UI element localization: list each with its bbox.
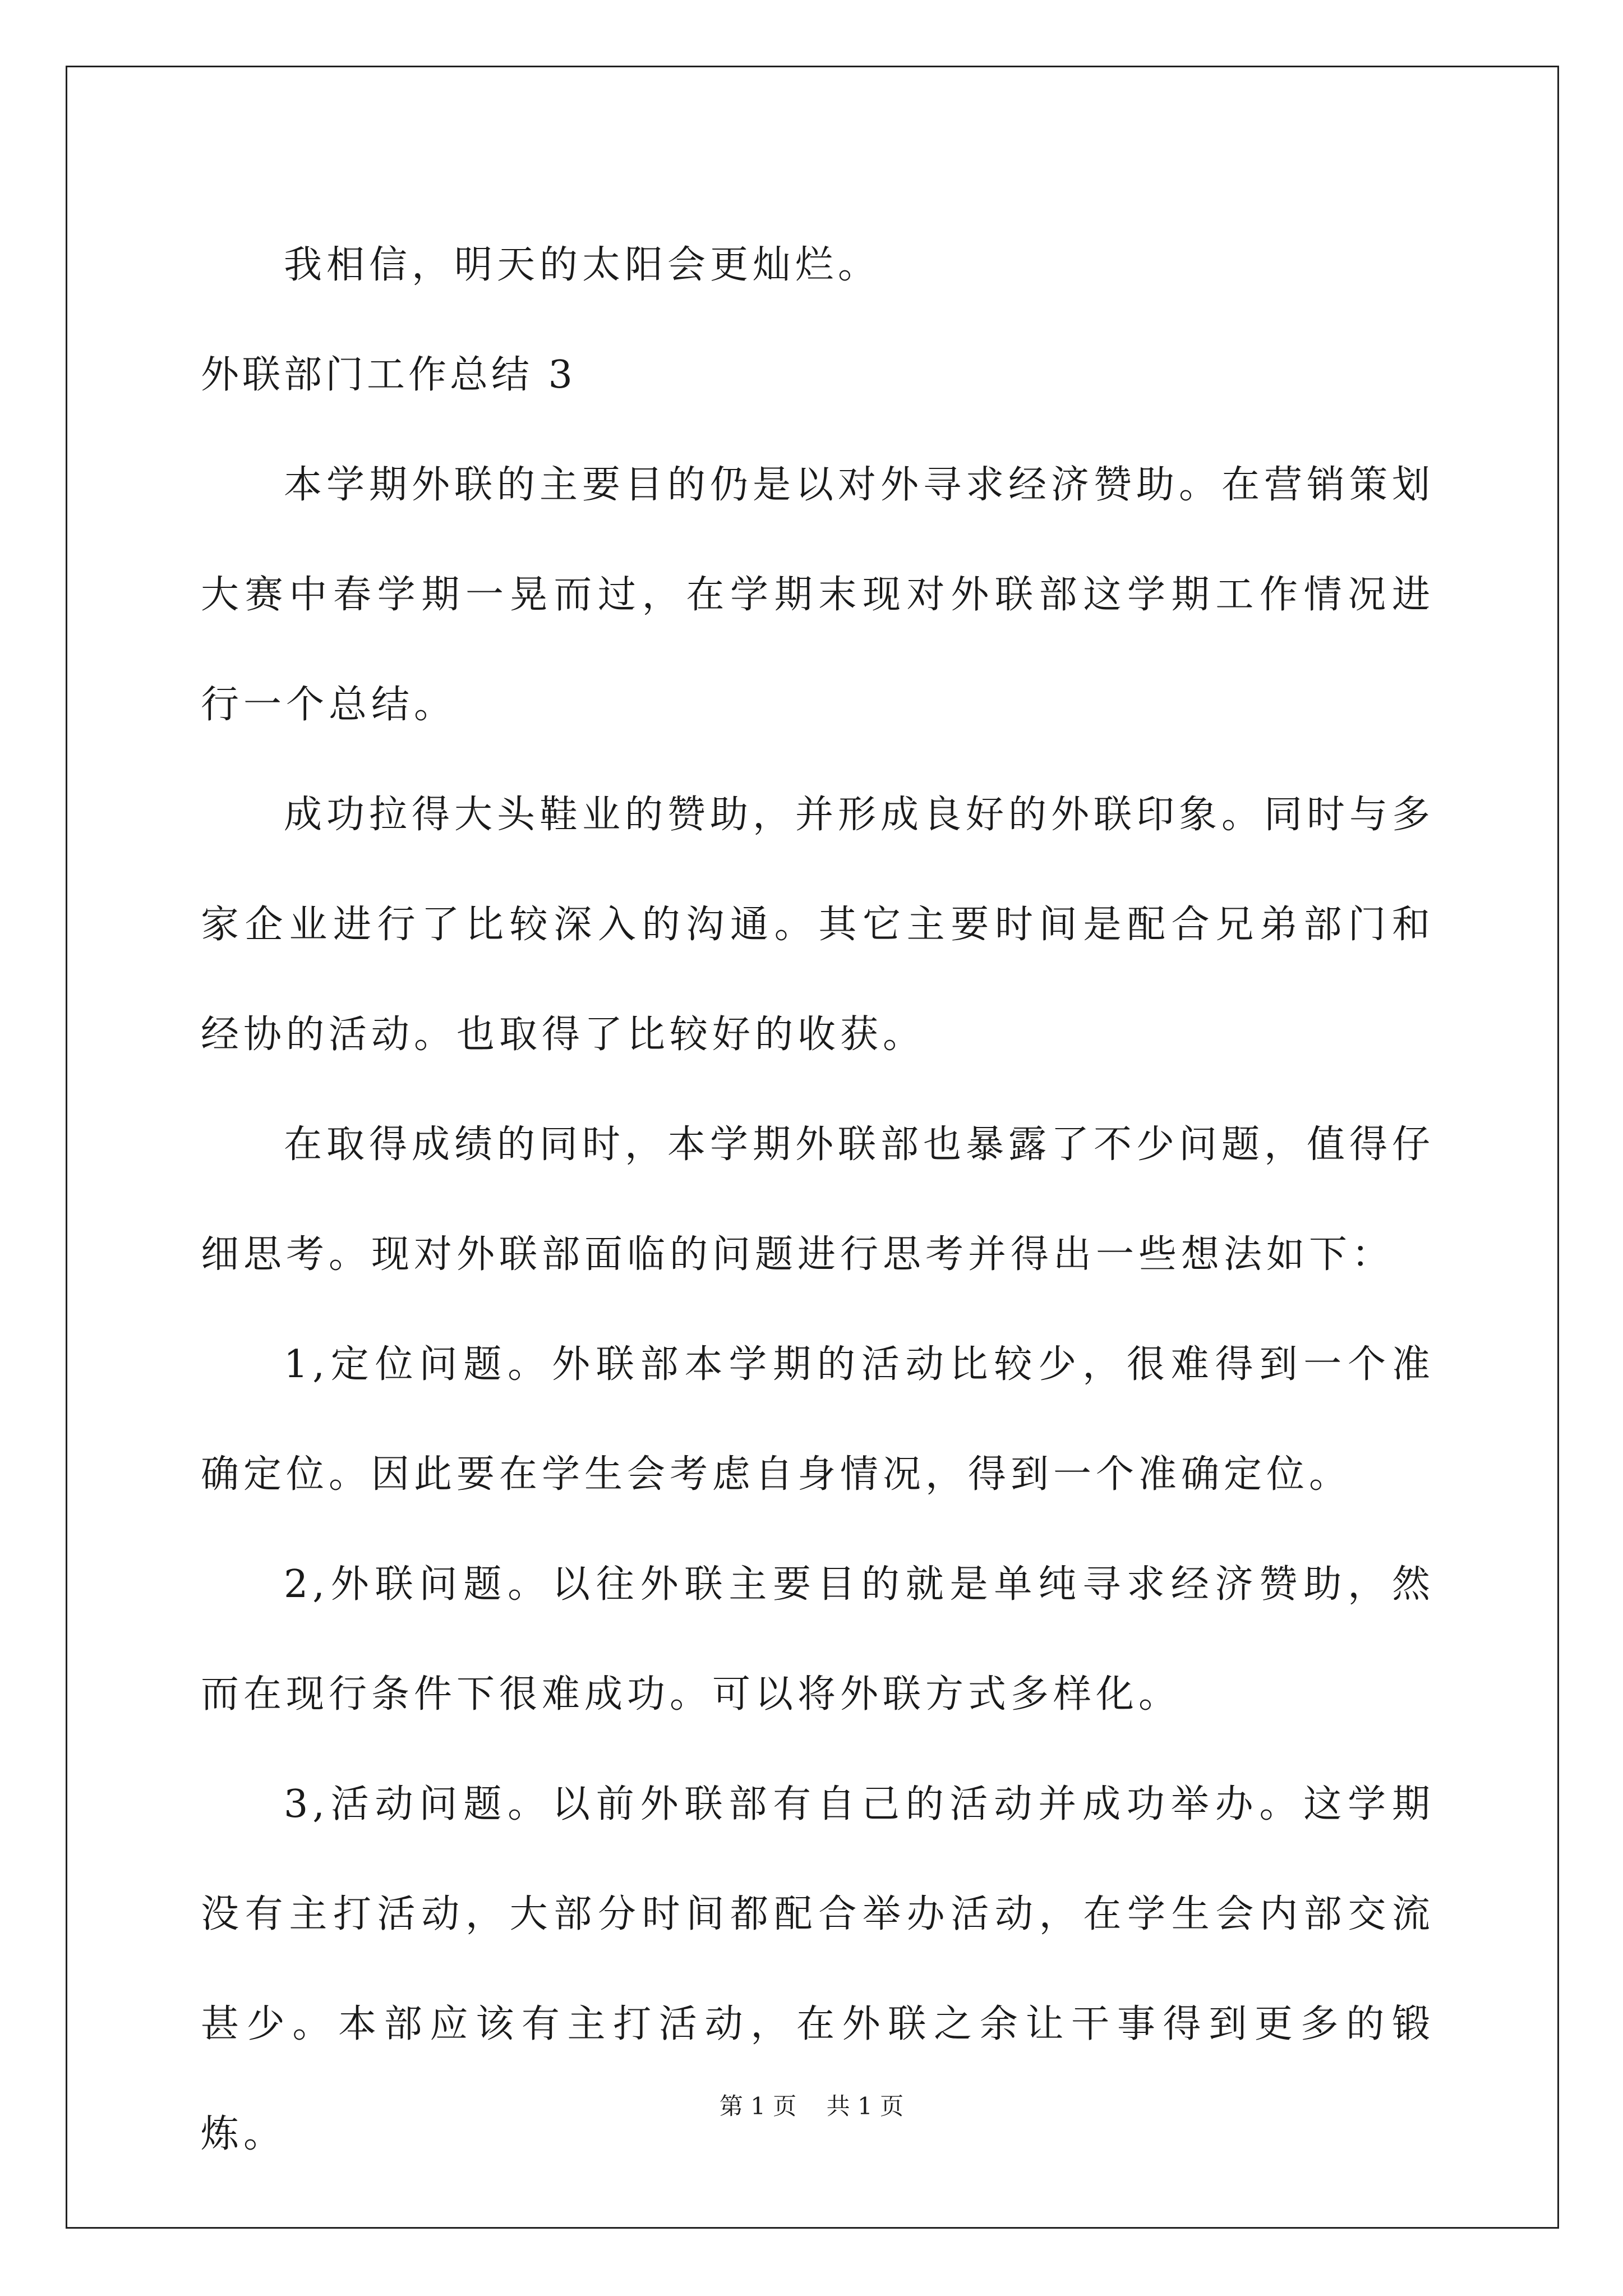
page-number-current: 第 1 页 xyxy=(719,2092,797,2120)
paragraph-achievements: 成功拉得大头鞋业的赞助，并形成良好的外联印象。同时与多家企业进行了比较深入的沟通。其它主要时间是配合兄弟部门和经协的活动。也取得了比较好的收获。 xyxy=(201,793,1435,1057)
paragraph-item-3: 3,活动问题。以前外联部有自己的活动并成功举办。这学期没有主打活动，大部分时间都配合举办活动，在学生会内部交流甚少。本部应该有主打活动，在外联之余让干事得到更多的锻炼。 xyxy=(201,1782,1435,2156)
paragraph-item-1: 1,定位问题。外联部本学期的活动比较少，很难得到一个准确定位。因此要在学生会考虑自身情况，得到一个准确定位。 xyxy=(201,1342,1435,1497)
paragraph-problems-intro: 在取得成绩的同时，本学期外联部也暴露了不少问题，值得仔细思考。现对外联部面临的问题进行思考并得出一些想法如下： xyxy=(201,1122,1435,1277)
paragraph-intro: 本学期外联的主要目的仍是以对外寻求经济赞助。在营销策划大赛中春学期一晃而过，在学期末现对外联部这学期工作情况进行一个总结。 xyxy=(201,463,1435,727)
paragraph-item-2: 2,外联问题。以往外联主要目的就是单纯寻求经济赞助，然而在现行条件下很难成功。可以将外联方式多样化。 xyxy=(201,1562,1435,1717)
page-footer xyxy=(0,2090,1623,2123)
paragraph-closing: 我相信，明天的太阳会更灿烂。 xyxy=(284,243,881,287)
document-body xyxy=(201,210,1435,2189)
section-title: 外联部门工作总结 3 xyxy=(201,353,576,397)
page-number-total: 共 1 页 xyxy=(826,2092,904,2120)
